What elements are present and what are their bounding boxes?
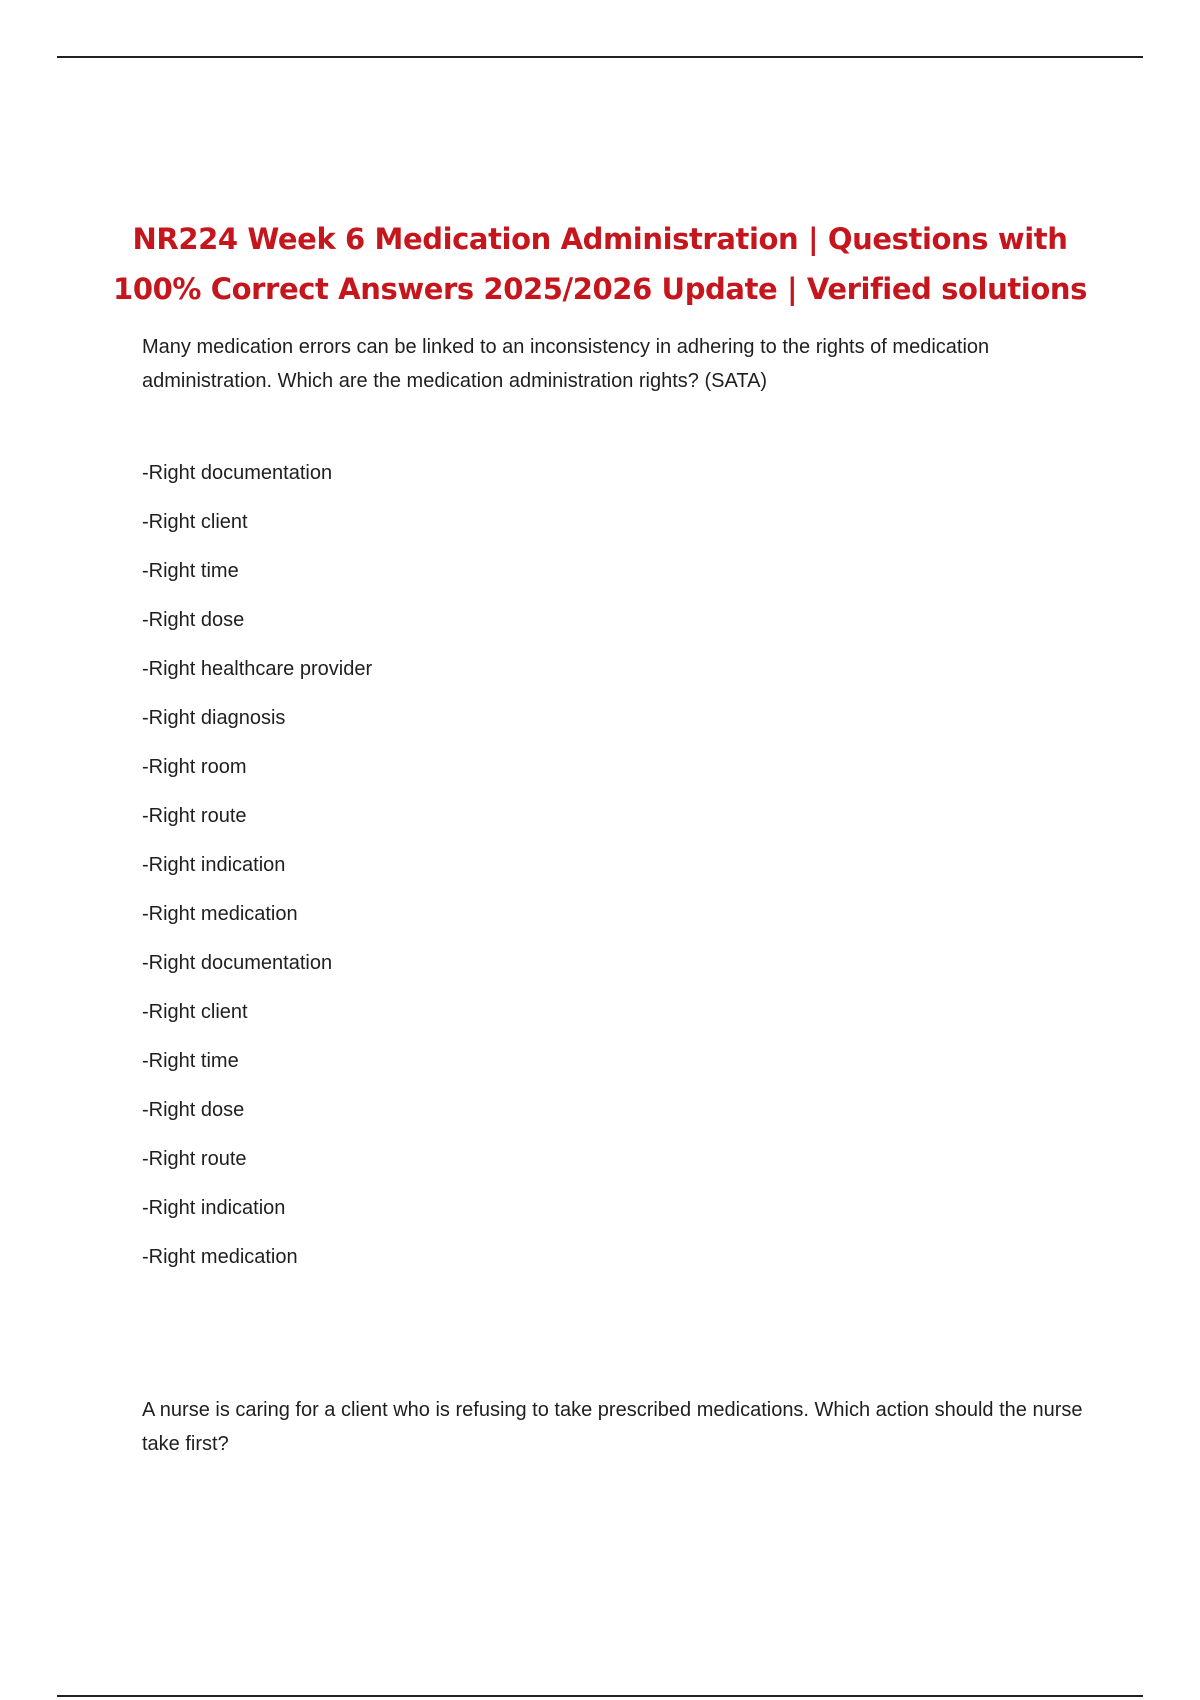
option-item: -Right client [142,511,248,533]
bottom-rule [57,1695,1143,1697]
title-line-2: 100% Correct Answers 2025/2026 Update | Verified solutions [113,272,1087,306]
option-item: -Right documentation [142,462,333,484]
question-1-text: Many medication errors can be linked to an inconsistency in adhering to the rights of medication administration. Which are the medication administration rights? (SATA) [142,336,990,392]
option-item: -Right diagnosis [142,707,286,729]
option-item: -Right time [142,560,239,582]
question-2-text: A nurse is caring for a client who is refusing to take prescribed medications. Which action should the nurse take first? [142,1399,1083,1455]
question-1-options [142,461,372,1294]
option-item: -Right room [142,756,247,778]
option-item: -Right route [142,1148,247,1170]
option-item: -Right healthcare provider [142,658,373,680]
option-item: -Right dose [142,1099,245,1121]
option-item: -Right documentation [142,952,333,974]
option-item: -Right indication [142,854,286,876]
title-line-1: NR224 Week 6 Medication Administration | Questions with [132,222,1068,256]
option-item: -Right indication [142,1197,286,1219]
top-rule [57,56,1143,58]
option-item: -Right client [142,1001,248,1023]
option-item: -Right medication [142,1246,298,1268]
option-item: -Right medication [142,903,298,925]
document-title [100,214,1100,314]
option-item: -Right time [142,1050,239,1072]
option-item: -Right route [142,805,247,827]
option-item: -Right dose [142,609,245,631]
